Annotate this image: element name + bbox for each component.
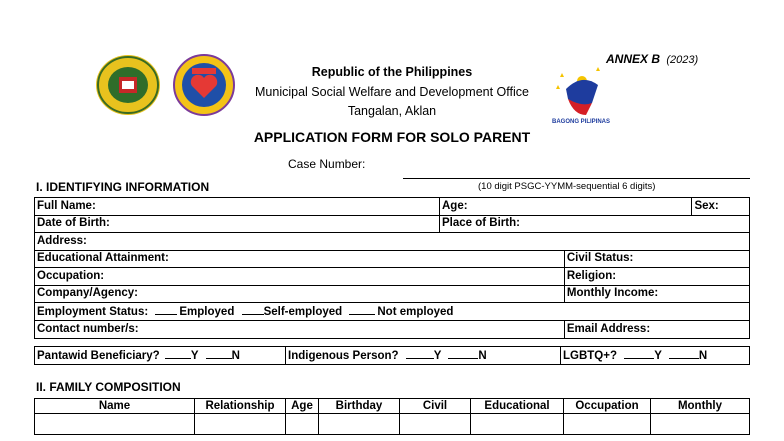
lgbtq-label: LGBTQ+?	[563, 350, 617, 362]
family-cell[interactable]	[651, 414, 750, 435]
table-row	[35, 285, 750, 303]
family-cell[interactable]	[286, 414, 319, 435]
table-row	[35, 303, 750, 321]
table-row	[35, 321, 750, 339]
indigenous-no-blank[interactable]	[448, 347, 478, 359]
beneficiary-table	[34, 346, 750, 365]
indigenous-no: N	[478, 350, 487, 362]
table-row	[35, 347, 750, 365]
pantawid-yes: Y	[190, 350, 199, 362]
address-field[interactable]: Address:	[35, 233, 750, 251]
lgbtq-no: N	[698, 350, 708, 362]
family-cell[interactable]	[400, 414, 471, 435]
pantawid-no-blank[interactable]	[206, 347, 232, 359]
section-identifying-title: I. IDENTIFYING INFORMATION	[36, 180, 210, 194]
indigenous-field[interactable]	[286, 347, 561, 365]
occupation-field[interactable]: Occupation:	[35, 268, 565, 286]
family-cell[interactable]	[35, 414, 195, 435]
col-name: Name	[35, 399, 195, 414]
family-cell[interactable]	[319, 414, 400, 435]
family-table	[34, 398, 750, 435]
col-birthday: Birthday	[319, 399, 400, 414]
lgbtq-field[interactable]	[561, 347, 750, 365]
annex-year: (2023)	[666, 54, 699, 66]
lgbtq-yes: Y	[654, 350, 662, 362]
family-cell[interactable]	[195, 414, 286, 435]
self-employed-option: Self-employed	[263, 306, 343, 318]
pantawid-no: N	[231, 350, 240, 362]
income-field[interactable]: Monthly Income:	[564, 285, 749, 303]
employed-blank[interactable]	[155, 303, 177, 315]
table-row	[35, 198, 750, 216]
table-row	[35, 233, 750, 251]
identifying-table	[34, 197, 750, 339]
lgbtq-no-blank[interactable]	[669, 347, 699, 359]
full-name-field[interactable]: Full Name:	[35, 198, 440, 216]
employed-option: Employed	[179, 306, 235, 318]
case-number-note: (10 digit PSGC-YYMM-sequential 6 digits)	[478, 181, 656, 192]
dob-field[interactable]: Date of Birth:	[35, 215, 440, 233]
family-cell[interactable]	[564, 414, 651, 435]
email-field[interactable]: Email Address:	[564, 321, 749, 339]
employment-status-field[interactable]	[35, 303, 750, 321]
table-row	[35, 215, 750, 233]
pantawid-field[interactable]	[35, 347, 286, 365]
education-field[interactable]: Educational Attainment:	[35, 250, 565, 268]
indigenous-label: Indigenous Person?	[288, 350, 399, 362]
not-employed-blank[interactable]	[349, 303, 375, 315]
religion-field[interactable]: Religion:	[564, 268, 749, 286]
not-employed-option: Not employed	[377, 306, 454, 318]
annex-code: ANNEX B	[606, 52, 661, 66]
case-number-field[interactable]	[403, 178, 750, 179]
self-employed-blank[interactable]	[242, 303, 264, 315]
town-line: Tangalan, Aklan	[347, 104, 437, 118]
pob-field[interactable]: Place of Birth:	[440, 215, 750, 233]
col-educational: Educational	[471, 399, 564, 414]
col-civil: Civil	[400, 399, 471, 414]
company-field[interactable]: Company/Agency:	[35, 285, 565, 303]
table-row	[35, 414, 750, 435]
indigenous-yes: Y	[433, 350, 442, 362]
family-cell[interactable]	[471, 414, 564, 435]
republic-line: Republic of the Philippines	[311, 65, 473, 79]
col-occupation: Occupation	[564, 399, 651, 414]
employment-label: Employment Status:	[37, 306, 149, 318]
indigenous-yes-blank[interactable]	[406, 347, 434, 359]
table-row	[35, 268, 750, 286]
annex-label	[606, 52, 698, 66]
office-line: Municipal Social Welfare and Development Office	[255, 85, 529, 99]
col-age: Age	[286, 399, 319, 414]
pantawid-label: Pantawid Beneficiary?	[37, 350, 160, 362]
section-family-title: II. FAMILY COMPOSITION	[36, 380, 181, 394]
lgbtq-yes-blank[interactable]	[624, 347, 654, 359]
table-header-row	[35, 399, 750, 414]
col-relationship: Relationship	[195, 399, 286, 414]
table-row	[35, 250, 750, 268]
bagong-pilipinas-text: BAGONG PILIPINAS	[552, 119, 611, 125]
pantawid-yes-blank[interactable]	[165, 347, 191, 359]
page-title: APPLICATION FORM FOR SOLO PARENT	[253, 129, 531, 145]
contact-field[interactable]: Contact number/s:	[35, 321, 565, 339]
case-number-label: Case Number:	[288, 157, 366, 171]
col-monthly: Monthly	[651, 399, 750, 414]
civil-status-field[interactable]: Civil Status:	[564, 250, 749, 268]
age-field[interactable]: Age:	[440, 198, 692, 216]
sex-field[interactable]: Sex:	[692, 198, 750, 216]
